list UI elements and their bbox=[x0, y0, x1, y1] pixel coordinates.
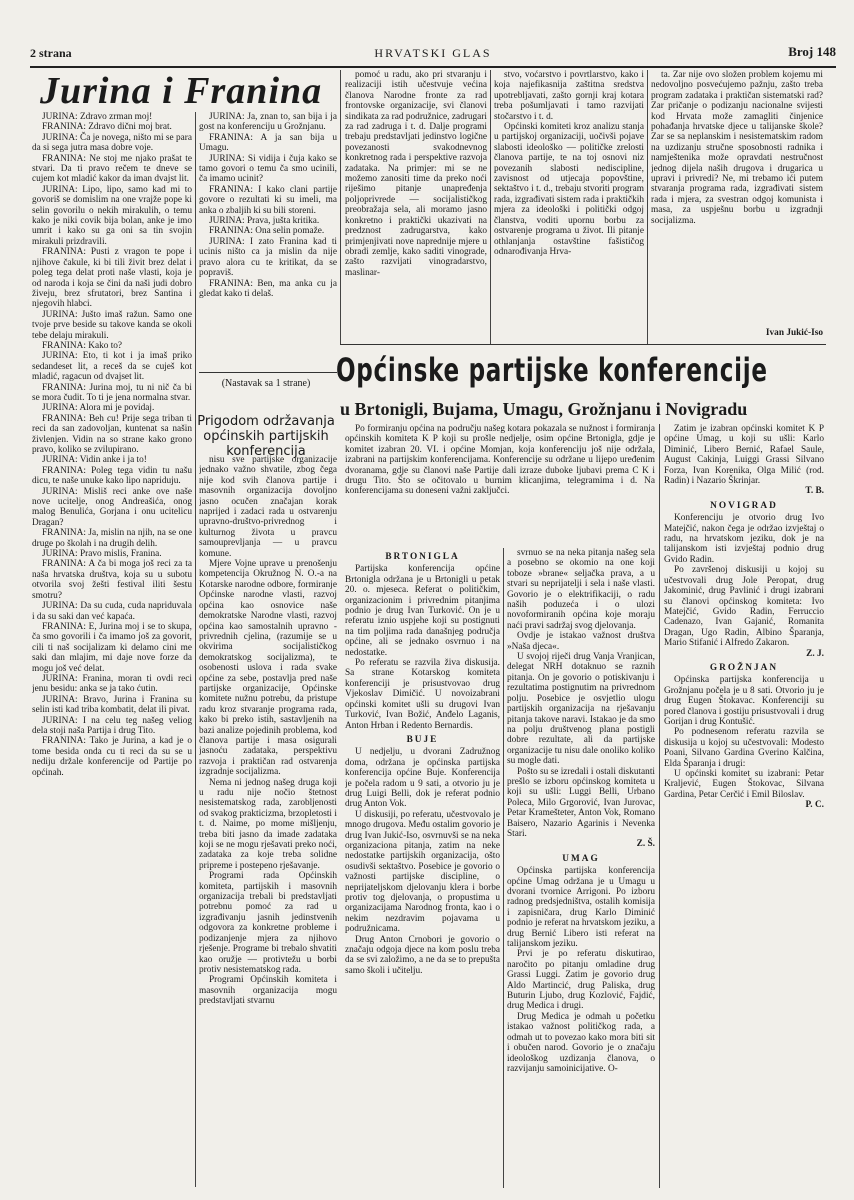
paragraph: Partijska konferencija općine Brtonigla održana je u Brtonigli u petak 20. o. mjeseca. Referat o političkim, organizacionim i privrednim pitanjima podnio je drug Ivan Turković. On je u referatu iznio uspjehe koji su postignuti na tim poljima rada današnjeg područja općine, ali se jednako osvrnuo i na nedostatke. bbox=[345, 564, 500, 658]
paragraph: JURINA: Zdravo zrman moj! bbox=[42, 112, 153, 122]
main-lead bbox=[345, 424, 655, 544]
paragraph: FRANINA: Pusti z vragon te pope i njihove čakule, ki bi tili živit brez delat i poleg tega delat proti naše vlasti, koja je od naroda i koja se čini da naši judi dobro živeju, brez sfrutatori, brez Santina i njegovih hlabci. bbox=[32, 247, 192, 310]
column-rule bbox=[340, 70, 341, 345]
paragraph: JURINA: Eto, ti kot i ja imaš priko sedandeset lit, a receš da se cuješ kot mladić, ragacun od dvajset lit. bbox=[32, 351, 192, 383]
paragraph: Općinski komiteti kroz analizu stanja u partijskoj organizaciji, uočivši pojave slabosti ideološko — političke zrelosti članova partije, te na toj osnovi niz povezanih slabosti nediscipline, zavisnost od utjecaja popovštine, sektaštvo i t. d., trebaju stvoriti program rada, izgrađivati sistem rada i praktičkih mjera za ideološki i politički odgoj članstva, voditi upornu borbu za ostvarenje programa u život. Ili pitanje othlanjanja ostavštine fašističog odnarođivanja Hrva- bbox=[494, 122, 644, 257]
paragraph: Po završenoj diskusiji u kojoj su učestvovali drug Jole Peropat, drug Jakominić, drug Pavlinić i drugi izabrani su članovi općinskog komiteta: Ivo Matejčić, Gvido Radin, Ferruccio Cadenazo, Ivan Gajanić, Romanita Dragan, Ugo Radin, Albino Šparanja, Mario Stifanić i Alfredo Zakaron. bbox=[664, 565, 824, 649]
continuation-signature bbox=[651, 328, 823, 340]
issue-number: Broj 148 bbox=[788, 44, 836, 59]
paragraph: FRANINA: Tako je Jurina, a kad je o tome besida onda cu ti reci da su se u nediju držale konferencije od Partije po općinah. bbox=[32, 736, 192, 778]
paragraph: ta. Zar nije ovo složen problem kojemu mi nedovoljno posvećujemo pažnju, zašto treba program zadataka i praktičan sistematski rad? Zar pričanje o podizanju nacionalne svijesti kod Hrvata može zamagliti činjenice pohađanja hrvatske djece u talijanske škole? Zar se sa neplanskim i nesistematskim radom na uzdizanju stručne sposobnosti radnika i namještenika može opravdati nestručnost jednog dijela naših drugova i drugarica u upravi i privredi? Ne, mi trebamo ići putem stvaranja programa rada, izgrađivati sistem rada i mjera, za svestran odgoj komunista i masa, za uspješnu borbu u izgradnji socijalizma. bbox=[651, 70, 823, 226]
paragraph: pomoć u radu, ako pri stvaranju i realizaciji istih učestvuje većina članova Narodne fronte za rad frontovske organizacije, svi članovi sindikata za rad podružnice, zadrugari za rad zadruga i t. d. Dalje programi trebaju predstavljati jedinstvo logične povezanosti svakodnevnog konkretnog rada i perspektive razvoja zadataka. Na primjer: mi se ne možemo zanositi time da preko noći riješimo pitanje unapređenja poljoprivrede — socijalističkog preobražaja sela, ali moramo jasno konkretno i praktički ukazivati na predznost zadrugarstva, kako primjenjivati nove naprednije mjere u obradi zemlje, kako saditi vinograde, zašto razvijati vinogradarstvo, maslinar- bbox=[345, 70, 487, 278]
paragraph: Općinska partijska konferencija u Grožnjanu počela je u 8 sati. Otvorio ju je drug Eugen Štokavac. Konferenciji su pored članova i gostiju prisustvovali i drug Gorijan i drug Kontušić. bbox=[664, 675, 824, 727]
main-column-b bbox=[507, 548, 655, 1188]
paragraph: FRANINA: A ča bi moga još reci za ta naša hrvatska društva, koja su u subotu otvorila svoj žešti festival iliti šestu smotru? bbox=[32, 559, 192, 601]
continuation-column-3 bbox=[345, 70, 487, 340]
paragraph: Programi Općinskih komiteta i masovnih organizacija mogu predstavljati stvarnu bbox=[199, 975, 337, 1007]
paragraph: FRANINA: Beh cu! Prije sega triban ti reci da san zadovoljan, kuntenat sa našin živlenjen. Vidin na so strane kako grono pravo, koliko se zvilupirano. bbox=[32, 413, 192, 455]
paragraph: Općinska partijska konferencija općine Umag održana je u Umagu u dvorani tvornice Arrigoni. Po izboru radnog predsjedništva, ostalih komisija i zapisničara, drug Karlo Diminić podnio je referat na hrvatskom jeziku, a drug Bernić Libero isti referat na talijanskom jeziku. bbox=[507, 866, 655, 950]
section-heading: BRTONIGLA bbox=[385, 552, 460, 562]
section-heading: UMAG bbox=[562, 853, 600, 864]
paragraph: Konferenciju je otvorio drug Ivo Matejčić, nakon čega je održao izvještaj o radu, na hrvatskom jeziku, dok je na talijanskom isti izvještaj podnio drug Gvido Radin. bbox=[664, 513, 824, 565]
paragraph: Pošto su se izredali i ostali diskutanti prešlo se izboru općinskog komiteta u koji su ušli: Luggi Belli, Urbano Poleca, Milo Grgorović, Ivan Jurovac, Petar Kramešteter, Anton Vok, Romano Baisero, Nazario Agarinis i Nevenka Stari. bbox=[507, 766, 655, 839]
paragraph: Nema ni jednog našeg druga koji u radu nije nočio štetnost nesistematskog rada, zarobljenosti od svakog prakticizma, brzopletosti i t. d. Naime, po mome mišljenju, treba biti jasno da imade zadataka koji se ne mogu rješavati preko noći, zadataka za koje treba solidne pripreme i postepeno rješavanje. bbox=[199, 777, 337, 871]
paragraph: FRANINA: Ja, mislin na njih, na se one druge po školah i na drugih delih. bbox=[32, 528, 192, 549]
continuation-column-2 bbox=[199, 455, 337, 1187]
section-heading: GROŽNJAN bbox=[709, 662, 779, 673]
section-heading: NOVIGRAD bbox=[710, 500, 778, 511]
paragraph: JURINA: Bravo, Jurina i Franina su selin isti kad triba kombatit, delat ili pivat. bbox=[32, 694, 192, 716]
paragraph: FRANINA: Ona selin pomaže. bbox=[209, 226, 325, 237]
column-rule bbox=[659, 424, 660, 1188]
column-rule bbox=[195, 112, 196, 1187]
paragraph: FRANINA: Kako to? bbox=[42, 340, 123, 351]
paragraph: U diskusiji, po referatu, učestvovalo je mnogo drugova. Među ostalim govorio je drug Ivan Jukić-Iso, osvrnuvši se na neka organizaciona pitanja, zatim na neke nedostatke partijskih organizacija, ošto osudivši sektaštvo. Posebice je govorio o važnosti partijske discipline, o neprijateljskom djelovanju klera i borbe protiv tog djelovanja, o propustima u organizacijama Narodnog fronta, kao i o nekim nezdravim pojavama u podružnicama. bbox=[345, 809, 500, 935]
feuilleton-column-1 bbox=[32, 112, 192, 1187]
paragraph: Drug Medica je odmah u početku istakao važnost političkog rada, a odmah ut to povezao kako mora biti sit i obučen narod. Govorio je o značaju ideološkog uzdizanja članova, o razvijanju samoinicijative. O- bbox=[507, 1011, 655, 1074]
paragraph: FRANINA: E, Jurina moj i se to skupa, ča smo govorili i ča imamo još za govorit, cili ti naš socijalizam ki delamo cini me saki dan mlajim, mi daje nove forze da mogu još već delat. bbox=[32, 621, 192, 674]
paragraph: FRANINA: Jurina moj, tu ni nič ča bi se mora čudit. To ti je jena normalna stvar. bbox=[32, 382, 192, 403]
main-column-a bbox=[345, 548, 500, 1188]
continuation-note: (Nastavak sa 1 strane) bbox=[221, 378, 311, 389]
paragraph: Programi rada Općinskih komiteta, partijskih i masovnih organizacija trebali bi predstavljati potrebnu pomoć za rad u izgrađivanju jasnih jedinstvenih odgovora za konkretne probleme i podizanjenje mjera za njihovo rješenje. Programe bi trebalo shvatiti kao oružje — protivtežu u borbi protiv nesistematskog rada. bbox=[199, 871, 337, 975]
paragraph: Drug Anton Crnobori je govorio o značaju odgoja djece na kom poslu treba da se svi založimo, a ne da se to prepušta samo školi i učitelju. bbox=[345, 934, 500, 976]
author-initials: Z. J. bbox=[806, 648, 824, 659]
feuilleton-title: Jurina i Franina bbox=[40, 70, 323, 112]
paragraph: JURINA: Alora mi je povidaj. bbox=[42, 403, 155, 414]
author-initials: T. B. bbox=[805, 486, 824, 497]
paragraph: FRANINA: Ben, ma anka cu ja gledat kako ti delaš. bbox=[199, 278, 337, 299]
page-label: 2 strana bbox=[30, 46, 72, 60]
continuation-column-4 bbox=[494, 70, 644, 340]
paragraph: JURINA: Ča je novega, ništo mi se para da si sega jutra masa dobre voje. bbox=[32, 132, 192, 154]
author-initials: P. C. bbox=[805, 800, 824, 811]
paragraph: U svojoj riječi drug Vanja Vranjican, delegat NRH dotaknuo se raznih pitanja. On je govorio o potiskivanju i rezultatima postignutim na privrednom polju. Posebice je osvjetlio ulogu partijskih organizacija na rješavanju pitanja takove naravi. Istakao je da smo na polju društvenog plana postigli dobre rezultate, ali da partijske organizacije tu nisu dale onoliko koliko su mogle dati. bbox=[507, 652, 655, 767]
column-rule bbox=[490, 70, 491, 345]
paragraph: JURINA: Jušto imaš ražun. Samo one tvoje prve beside su takove kanda se okoli tebe delaju mirakuli. bbox=[32, 309, 192, 341]
paragraph: FRANINA: Ne stoj me njako prašat te stvari. Da ti pravo rečem te dneve se cujem kot mladić kakor da iman dvajst lit. bbox=[32, 153, 192, 185]
paragraph: JURINA: I zato Franina kad ti ucinis ništo ca ja mislin da nije pravo alora cu te kritikat, da se popraviš. bbox=[199, 236, 337, 279]
paragraph: Zatim je izabran općinski komitet K P općine Umag, u koji su ušli: Karlo Diminić, Libero Bernić, Rafael Saule, August Cakinja, Luiggi Grassi Silvano Forza, Ivan Korenika, Olga Milić (rod. Radin) i Nazario Škrinjar. bbox=[664, 424, 824, 487]
continuation-title: Prigodom održavanja općinskih partijskih konferencija bbox=[197, 414, 335, 459]
rule bbox=[199, 372, 337, 373]
feuilleton-column-2 bbox=[199, 112, 337, 367]
section-heading: BUJE bbox=[406, 734, 439, 745]
paragraph: Po referatu se razvila živa diskusija. Sa strane Kotarskog komiteta konferenciji je prisustvovao drug Vjekoslav Dimičić. U novoizabrani općinski komitet ušli su drugovi Ivan Turković, Ivan Božić, Anđelo Laganis, Anton Hrban i Redento Bernardis. bbox=[345, 658, 500, 731]
paragraph: FRANINA: A ja san bija u Umagu. bbox=[199, 132, 337, 154]
main-column-c bbox=[664, 424, 824, 1188]
paragraph: JURINA: Prava, jušta kritika. bbox=[209, 216, 320, 227]
paragraph: JURINA: Pravo mislis, Franina. bbox=[42, 549, 162, 560]
main-headline: Općinske partijske konferencije bbox=[336, 351, 768, 389]
paragraph: U općinski komitet su izabrani: Petar Kraljević, Eugen Štokovac, Silvana Gardina, Petar Cerčić i Emil Biloslav. bbox=[664, 769, 824, 800]
paragraph: U nedjelju, u dvorani Zadružnog doma, održana je općinska partijska konferencija općine Buje. Konferencija je počela radom u 9 sati, a otvorio ju je drug Luigi Belli, dok je referat podnio drug Anton Vok. bbox=[345, 747, 500, 810]
paragraph: JURINA: Ja, znan to, san bija i ja gost na konferenciju u Grožnjanu. bbox=[199, 112, 337, 133]
continuation-column-5 bbox=[651, 70, 823, 328]
paragraph: FRANINA: I kako clani partije govore o rezultati ki su imeli, ma anka o zbaljih ki su bili storeni. bbox=[199, 184, 337, 216]
paragraph: JURINA: Vidin anke i ja to! bbox=[42, 455, 147, 466]
paragraph: nisu sve partijske organizacije jednako važno shvatile, zbog čega nije kod svih članova partije i masovnih organizacija dovoljno jasno ocučen značajan korak naprijed i zadaci rada u ostvarenju upravno-društvo-privrednog i kulturnog života u pravcu samouprevljanja — u pravcu komune. bbox=[199, 455, 337, 559]
paragraph: Mjere Vojne uprave u prenošenju kompetencija Okružnog N. O.-a na Kotarske narodne odbore, formiranje Općinske narodne vlasti, razvoj općina kao osnovice naše demokratske Narodne vlasti, razvoj općina kao samostalnih upravno - privrednih cjelina, (razumije se u okvirima socijalističkog demokratskog socijalizma), te osobenosti uslova i rada svake općine za sebe, postavlja pred naše partijske organizacije, Općinske komitete nužnu potrebu, da pristupe radu kroz stvaranje programa rada, kako bi preko istih, sastavljenih na bazi analize pojedinih problema, kod članova partije i masa osigurali jasnoću zadataka, perspektivu razvoja i praktičan rad ostvarenja izgradnje socijalizma. bbox=[199, 559, 337, 778]
paragraph: JURINA: Lipo, lipo, samo kad mi to govoriš se domislim na one vrajže pope ki selin govorilu o nekih mirakulih, o temu kako je niki covik bija bolan, anke je imo umrit i kako su ga oni sa tin svojin mirakuli prizdravili. bbox=[32, 184, 192, 247]
column-rule bbox=[503, 548, 504, 1188]
paragraph: JURINA: Da su cuda, cuda napriduvala i da su saki dan već kapaća. bbox=[32, 601, 192, 622]
lead-paragraph: Po formiranju općina na području našeg kotara pokazala se nužnost i formiranja općinskih komiteta K P koji su prošle nedjelje, osim općine Brtonigla, gdje je komitet izabran 20. VI. i općine Momjan, koja konferenciju još nije održala, izabrani na partijskim konferencijama. Konferencije su održane u lijepo uređenim dvoranama, gdje su članovi naše Partije dali izraze duboke ljubavi prema C K i drugu Tito. Što se očitovalo u burnim klicanjima, telegramima i d. Na konferencijama su doneseni važni zaključci. bbox=[345, 424, 655, 497]
paragraph: stvo, voćarstvo i povrtlarstvo, kako i koja najefikasnija zaštitna sredstva upotrebljavati, zašto gornji kraj kotara treba pošumljavati i tamo razvijati stočarstvo i t. d. bbox=[494, 70, 644, 122]
paragraph: JURINA: I na celu teg našeg veliog dela stoji naša Partija i drug Tito. bbox=[32, 715, 192, 736]
main-subheadline: u Brtonigli, Bujama, Umagu, Grožnjanu i Novigradu bbox=[340, 399, 748, 419]
paragraph: FRANINA: Poleg tega vidin tu našu dicu, te naše unuke kako lipo napriduju. bbox=[32, 465, 192, 487]
author-initials: Z. Š. bbox=[636, 839, 655, 850]
paragraph: Po podnesenom referatu razvila se diskusija u kojoj su učestvovali: Modesto Poani, Silvano Gardina Gverino Kalčina, Elda Šparanja i drugi: bbox=[664, 727, 824, 769]
page-header bbox=[30, 42, 836, 68]
paragraph: Prvi je po referatu diskutirao, naročito po pitanju omladine drug Grassi Luggi. Zatim je govorio drug Aldo Martincić, drug Paliska, drug Buturin Ljubo, drug Kozlović, Fajdić, drug Medica i drugi. bbox=[507, 949, 655, 1012]
column-rule bbox=[647, 70, 648, 345]
paragraph: JURINA: Si vidija i čuja kako se tamo govori o temu ča smo ucinili, ča imamo ucinit? bbox=[199, 153, 337, 185]
paragraph: Ovdje je istakao važnost društva »Naša djeca«. bbox=[507, 631, 655, 652]
author-signature: Ivan Jukić-Iso bbox=[765, 328, 823, 338]
masthead: HRVATSKI GLAS bbox=[374, 46, 492, 60]
paragraph: FRANINA: Zdravo dični moj brat. bbox=[42, 122, 172, 133]
paragraph: JURINA: Franina, moran ti ovdi reci jenu besidu: anka se ja tako ćutin. bbox=[32, 673, 192, 695]
paragraph: JURINA: Misliš reci anke ove naše nove ucitelje, onog Andreašića, onog malog Benulića, Gorjana i onu ucitelicu Dragan? bbox=[32, 486, 192, 528]
paragraph: svrnuo se na neka pitanja našeg sela a posebno se okomio na one koji toboze »brane« seljačka prava, a u stvari su neprijatelji i sela i naše vlasti. Govorio je o elektrifikaciji, o radu naših poduzeća i o ulozi novoformiranih općina koje moraju naći pravi sadržaj svog djelovanja. bbox=[507, 548, 655, 631]
